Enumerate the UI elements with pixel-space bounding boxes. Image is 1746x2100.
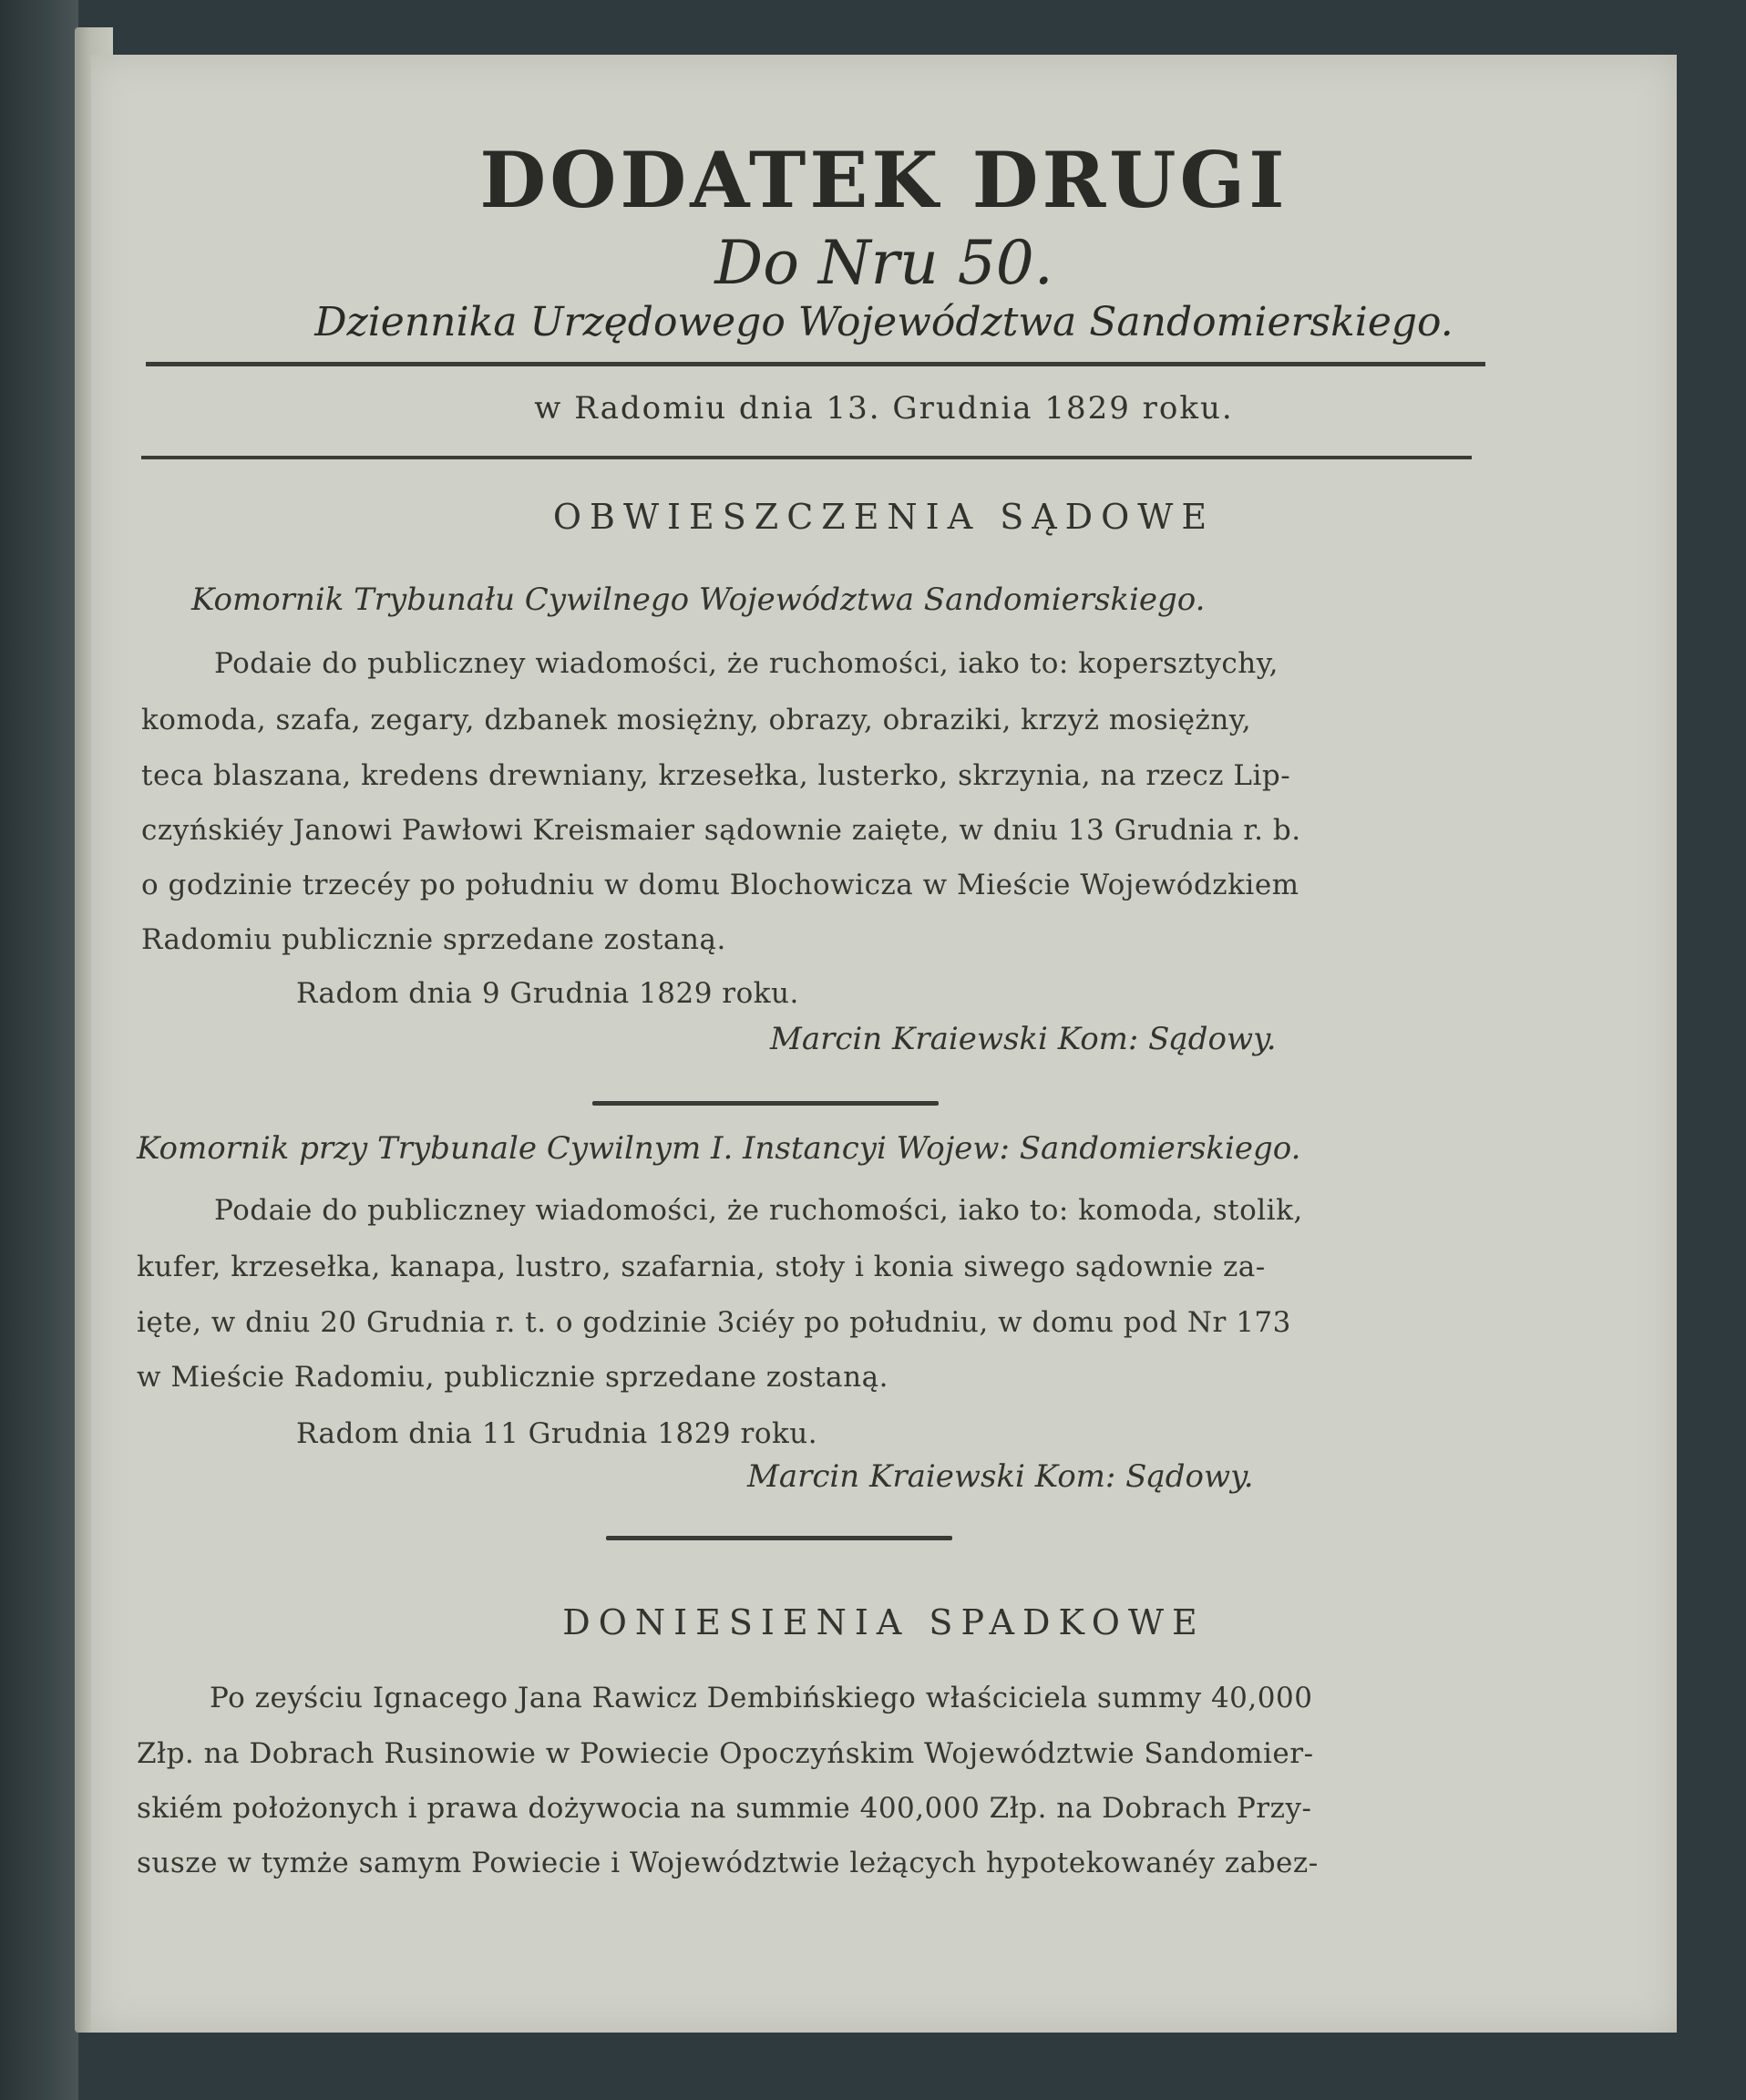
notice-1-line: Podaie do publiczney wiadomości, że ruchomości, iako to: kopersztychy, [214, 647, 1279, 680]
notice-1-line: teca blaszana, kredens drewniany, krzesełka, lusterko, skrzynia, na rzecz Lip- [141, 759, 1291, 792]
notice-1-line: czyńskiéy Janowi Pawłowi Kreismaier sądownie zaięte, w dniu 13 Grudnia r. b. [141, 814, 1301, 847]
notice-2-line: kufer, krzesełka, kanapa, lustro, szafarnia, stoły i konia siwego sądownie za- [137, 1251, 1266, 1283]
inheritance-line: Złp. na Dobrach Rusinowie w Powiecie Opoczyńskim Województwie Sandomier- [137, 1737, 1314, 1770]
notice-1-line: Radomiu publicznie sprzedane zostaną. [141, 923, 726, 956]
inheritance-line: skiém położonych i prawa dożywocia na summie 400,000 Złp. na Dobrach Przy- [137, 1792, 1312, 1825]
notice-1-line: komoda, szafa, zegary, dzbanek mosiężny, obrazy, obraziki, krzyż mosiężny, [141, 704, 1252, 736]
notice-1-heading: Komornik Trybunału Cywilnego Województwa Sandomierskiego. [191, 582, 1206, 618]
notice-1-date: Radom dnia 9 Grudnia 1829 roku. [296, 977, 799, 1010]
notice-2-line: ięte, w dniu 20 Grudnia r. t. o godzinie 3ciéy po południu, w domu pod Nr 173 [137, 1306, 1291, 1339]
notice-2-signature: Marcin Kraiewski Kom: Sądowy. [747, 1458, 1254, 1495]
notice-1-signature: Marcin Kraiewski Kom: Sądowy. [770, 1021, 1277, 1057]
dateline-rule [141, 456, 1472, 459]
section-heading-court-notices: OBWIESZCZENIA SĄDOWE [552, 497, 1216, 537]
dateline: w Radomiu dnia 13. Grudnia 1829 roku. [534, 390, 1234, 427]
issue-number: Do Nru 50. [714, 228, 1053, 298]
section-separator [606, 1536, 952, 1540]
notice-2-line: w Mieście Radomiu, publicznie sprzedane zostaną. [137, 1361, 888, 1394]
book-binding [0, 0, 78, 2100]
journal-name: Dziennika Urzędowego Województwa Sandomierskiego. [314, 299, 1453, 345]
notice-2-date: Radom dnia 11 Grudnia 1829 roku. [296, 1417, 818, 1450]
inheritance-line: susze w tymże samym Powiecie i Województwie leżących hypotekowanéy zabez- [137, 1847, 1319, 1879]
section-heading-inheritance-notices: DONIESIENIA SPADKOWE [562, 1602, 1206, 1642]
document-page [91, 55, 1677, 2033]
notice-2-heading: Komornik przy Trybunale Cywilnym I. Instancyi Wojew: Sandomierskiego. [137, 1130, 1301, 1167]
document-title: DODATEK DRUGI [479, 135, 1289, 225]
header-rule [146, 362, 1485, 366]
notice-2-line: Podaie do publiczney wiadomości, że ruchomości, iako to: komoda, stolik, [214, 1194, 1303, 1227]
notice-separator [592, 1101, 939, 1106]
notice-1-line: o godzinie trzecéy po południu w domu Blochowicza w Mieście Wojewódzkiem [141, 869, 1299, 901]
inheritance-line: Po zeyściu Ignacego Jana Rawicz Dembińskiego właściciela summy 40,000 [210, 1682, 1313, 1714]
